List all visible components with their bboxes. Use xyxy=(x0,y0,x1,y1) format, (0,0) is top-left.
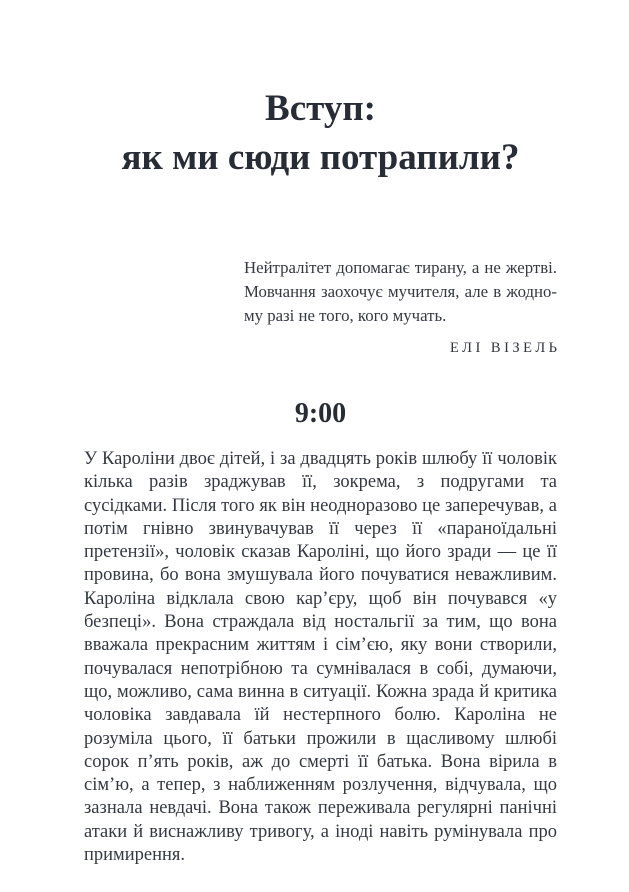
chapter-title-line-2: як ми сюди потрапили? xyxy=(121,137,520,178)
chapter-title-line-1: Вступ: xyxy=(265,88,376,129)
body-paragraph: У Кароліни двоє дітей, і за двадцять років шлюбу її чоловік кілька разів зраджував її, зокрема, з подругами та сусідками. Після того як він неодноразово це заперечував, а потім гнівно звинувачував її через її «параноїдальні претензії», чоловік сказав Кароліні, що його зради — це її провина, бо вона змушувала його почуватися неважливим. Кароліна відклала свою кар’єру, щоб він почувався «у безпеці». Вона страждала від ностальгії за тим, що вона вважала прекрасним життям і сім’єю, яку вони створили, почувалася непотрібною та сумнівалася в собі, думаючи, що, можливо, сама винна в ситуації. Кожна зрада й критика чоловіка завдавала їй нестерпного болю. Кароліна не розуміла цього, її батьки прожили в щасливому шлюбі сорок п’ять років, аж до смерті її батька. Вона вірила в сім’ю, а тепер, з наближенням розлучення, відчувала, що зазнала невдачі. Вона також переживала регулярні панічні атаки й виснажливу тривогу, а іноді навіть румінувала про примирення. xyxy=(84,449,557,866)
chapter-title xyxy=(84,84,557,182)
section-heading-time: 9:00 xyxy=(294,398,347,429)
epigraph-quote: Нейтралітет допомагає тирану, а не жертві. Мовчання заохочує мучителя, але в жодному разі не того, кого мучать. xyxy=(244,258,557,325)
epigraph-attribution: ЕЛІ ВІЗЕЛЬ xyxy=(449,340,561,356)
text-column xyxy=(84,0,561,867)
epigraph xyxy=(244,256,561,358)
